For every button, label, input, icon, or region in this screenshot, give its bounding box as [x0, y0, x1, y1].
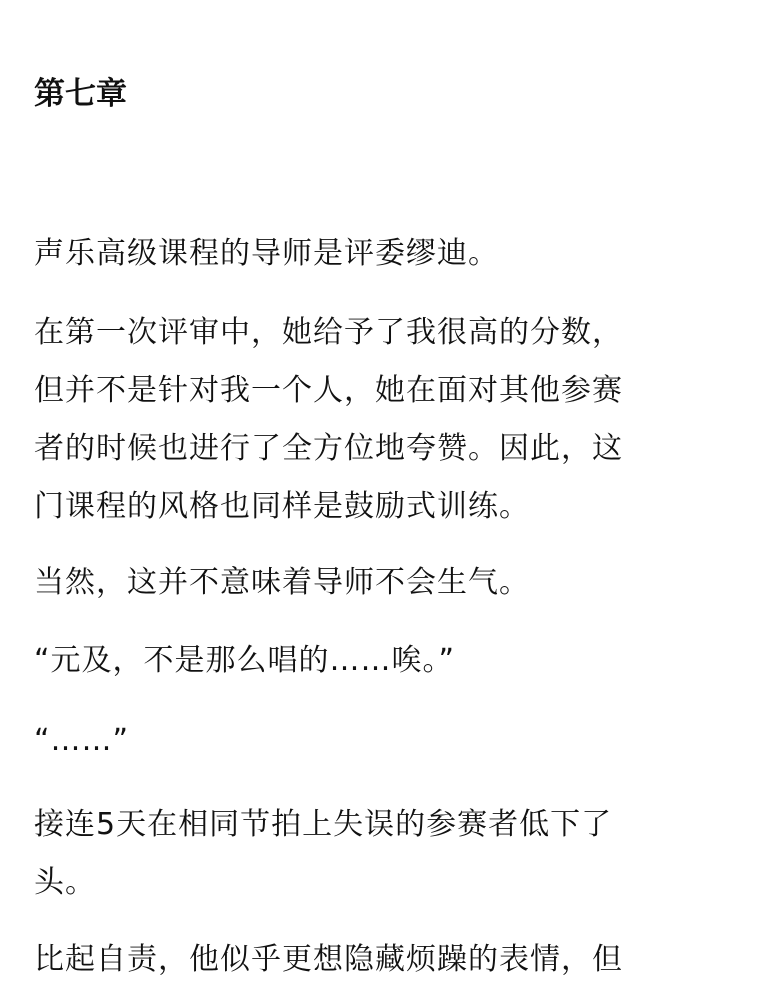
paragraph: 声乐高级课程的导师是评委缪迪。 — [34, 236, 499, 271]
paragraph: 比起自责，他似乎更想隐藏烦躁的表情，但 — [34, 942, 623, 977]
dialogue-line: “……” — [34, 723, 130, 758]
chapter-title: 第七章 — [34, 76, 127, 112]
paragraph: 当然，这并不意味着导师不会生气。 — [34, 565, 530, 600]
paragraph: 在第一次评审中，她给予了我很高的分数， 但并不是针对我一个人，她在面对其他参赛 者的时候也进行了全方位地夸赞。因此，这 门课程的风格也同样是鼓励式训练。 — [34, 315, 623, 524]
paragraph: 接连5天在相同节拍上失误的参赛者低下了 头。 — [34, 807, 613, 900]
dialogue-line: “元及，不是那么唱的……唉。” — [34, 643, 456, 678]
